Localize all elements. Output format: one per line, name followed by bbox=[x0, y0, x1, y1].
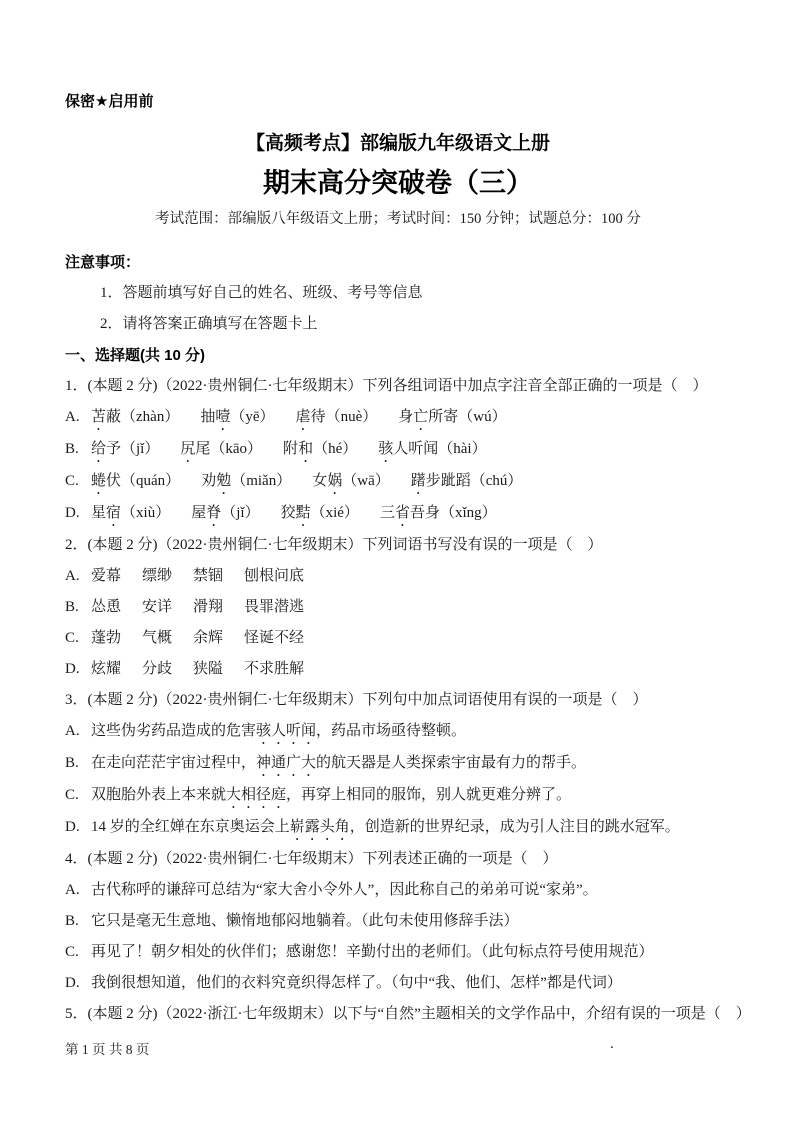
option-text: 骇 bbox=[378, 441, 394, 457]
option-text: 14 岁的全红婵在东京奥运会上 bbox=[91, 819, 290, 835]
option-label: B. bbox=[65, 913, 79, 929]
notice-heading: 注意事项： bbox=[65, 254, 141, 271]
option-text: （yē） bbox=[230, 409, 275, 425]
option-word bbox=[283, 441, 357, 457]
option-label: D. bbox=[65, 819, 80, 835]
question-stem: 3．(本题 2 分)（2022·贵州铜仁·七年级期末）下列句中加点词语使用有误的一项是（ ） bbox=[65, 692, 648, 708]
option-row bbox=[65, 498, 731, 530]
option-word bbox=[142, 568, 172, 584]
exam-title: 期末高分突破卷（三） bbox=[263, 168, 533, 198]
option-label: C. bbox=[65, 787, 79, 803]
option-text: 刨根问底 bbox=[244, 568, 305, 584]
option-text: 它只是毫无生意地、懒惰地郁闷地躺着。（此句未使用修辞手法） bbox=[91, 913, 519, 929]
option-row bbox=[65, 875, 731, 906]
option-text: ，再穿上相同的服饰，别人就更难分辨了。 bbox=[286, 787, 572, 803]
option-row bbox=[65, 402, 731, 434]
option-text: 双胞胎外表上本来就 bbox=[91, 787, 227, 803]
option-word bbox=[142, 630, 172, 646]
option-text: （miǎn） bbox=[231, 473, 292, 489]
option-text: 不求胜解 bbox=[244, 661, 305, 677]
option-text: 我倒很想知道，他们的衣料究竟织得怎样了。（句中“我、他们、怎样”都是代词） bbox=[91, 975, 622, 991]
option-row bbox=[65, 466, 731, 498]
question-stem: 1．(本题 2 分)（2022·贵州铜仁·七年级期末）下列各组词语中加点字注音全部正确的一项是（ ） bbox=[65, 378, 708, 394]
page-number: 第 1 页 共 8 页 bbox=[65, 1042, 150, 1057]
notice-items bbox=[65, 278, 731, 340]
option-text: 蓬勃 bbox=[91, 630, 122, 646]
option-text: 予（jǐ） bbox=[106, 441, 160, 457]
option-label: D. bbox=[65, 661, 80, 677]
option-text: 这些伪劣药品造成的危害 bbox=[91, 723, 257, 739]
option-text: ，创造新的世界纪录，成为引人注目的跳水冠军。 bbox=[349, 819, 680, 835]
option-text: （xiù） bbox=[121, 505, 171, 521]
option-word bbox=[244, 568, 304, 584]
option-word bbox=[312, 473, 390, 489]
option-label: C. bbox=[65, 473, 79, 489]
option-row bbox=[65, 906, 731, 937]
option-row bbox=[65, 623, 731, 654]
option-row bbox=[65, 592, 731, 623]
option-word bbox=[378, 441, 486, 457]
option-row bbox=[65, 748, 731, 780]
option-word bbox=[193, 661, 223, 677]
option-text: 附 bbox=[283, 441, 299, 457]
option-text: 大相径庭 bbox=[226, 787, 287, 803]
option-text: 缥缈 bbox=[142, 568, 173, 584]
option-text: 苫 bbox=[91, 409, 107, 425]
option-text: 人听闻（hài） bbox=[393, 441, 487, 457]
option-word bbox=[281, 505, 359, 521]
stray-mark: . bbox=[610, 1036, 614, 1052]
option-text: 步跐蹈（chú） bbox=[425, 473, 523, 489]
option-word bbox=[296, 409, 378, 425]
option-word bbox=[91, 723, 466, 739]
option-label: A. bbox=[65, 723, 80, 739]
option-text: 亡 bbox=[413, 409, 429, 425]
option-word bbox=[91, 661, 121, 677]
exam-body bbox=[65, 247, 751, 1030]
option-word bbox=[91, 913, 519, 929]
notice-item: 2．请将答案正确填写在答题卡上 bbox=[100, 316, 318, 332]
option-word bbox=[91, 882, 598, 898]
option-text: 狭隘 bbox=[193, 661, 224, 677]
option-text: 省 bbox=[394, 505, 410, 521]
option-word bbox=[244, 599, 304, 615]
option-word bbox=[91, 473, 180, 489]
option-text: 噎 bbox=[215, 409, 231, 425]
option-text: 的航天器是人类探索宇宙最有力的帮手。 bbox=[316, 755, 587, 771]
option-word bbox=[91, 599, 121, 615]
option-row bbox=[65, 937, 731, 968]
option-row bbox=[65, 434, 731, 466]
option-word bbox=[193, 630, 223, 646]
option-label: B. bbox=[65, 441, 79, 457]
option-word bbox=[380, 505, 497, 521]
option-word bbox=[244, 630, 304, 646]
question-stem: 5．(本题 2 分)（2022·浙江·七年级期末）以下与“自然”主题相关的文学作品中，介绍有误的一项是（ ） bbox=[65, 1006, 751, 1022]
option-text: 抽 bbox=[200, 409, 216, 425]
option-text: 女 bbox=[312, 473, 328, 489]
option-text: （hé） bbox=[313, 441, 358, 457]
option-text: 崭露头角 bbox=[289, 819, 350, 835]
question-stem: 4．(本题 2 分)（2022·贵州铜仁·七年级期末）下列表述正确的一项是（ ） bbox=[65, 851, 558, 867]
option-label: B. bbox=[65, 599, 79, 615]
option-text: 怪诞不经 bbox=[244, 630, 305, 646]
question-list bbox=[65, 371, 751, 1030]
option-row bbox=[65, 561, 731, 592]
option-label: D. bbox=[65, 505, 80, 521]
option-text: 禁锢 bbox=[193, 568, 224, 584]
option-text: 给 bbox=[91, 441, 107, 457]
option-text: 星 bbox=[91, 505, 107, 521]
option-text: 勉 bbox=[216, 473, 232, 489]
option-label: A. bbox=[65, 409, 80, 425]
option-text: 再见了！朝夕相处的伙伴们；感谢您！辛勤付出的老师们。（此句标点符号使用规范） bbox=[91, 944, 654, 960]
option-word bbox=[180, 441, 262, 457]
option-text: 蜷 bbox=[91, 473, 107, 489]
option-word bbox=[193, 599, 223, 615]
option-text: 畏罪潜逃 bbox=[244, 599, 305, 615]
exam-info: 考试范围：部编版八年级语文上册；考试时间：150 分钟；试题总分：100 分 bbox=[155, 211, 641, 227]
option-text: 安详 bbox=[142, 599, 173, 615]
option-text: 古代称呼的谦辞可总结为“家大舍小令外人”，因此称自己的弟弟可说“家弟”。 bbox=[91, 882, 598, 898]
option-label: A. bbox=[65, 568, 80, 584]
option-text: 所寄（wú） bbox=[428, 409, 507, 425]
option-label: C. bbox=[65, 630, 79, 646]
option-word bbox=[398, 409, 506, 425]
option-text: 屋 bbox=[191, 505, 207, 521]
option-text: 伏（quán） bbox=[106, 473, 181, 489]
secrecy-label: 保密★启用前 bbox=[65, 93, 154, 110]
option-text: 和 bbox=[298, 441, 314, 457]
option-word bbox=[91, 944, 654, 960]
option-word bbox=[191, 505, 259, 521]
option-label: A. bbox=[65, 882, 80, 898]
option-text: 蔽（zhàn） bbox=[106, 409, 180, 425]
option-row bbox=[65, 716, 731, 748]
option-text: 在走向茫茫宇宙过程中， bbox=[91, 755, 257, 771]
notice-item: 1．答题前填写好自己的姓名、班级、考号等信息 bbox=[100, 285, 423, 301]
page-footer bbox=[65, 1038, 149, 1058]
option-text: （wā） bbox=[342, 473, 390, 489]
option-word bbox=[91, 505, 170, 521]
option-row bbox=[65, 654, 731, 685]
option-word bbox=[91, 630, 121, 646]
option-word bbox=[411, 473, 523, 489]
option-row bbox=[65, 968, 731, 999]
option-text: 虐 bbox=[295, 409, 311, 425]
option-text: 身 bbox=[398, 409, 414, 425]
option-text: 气概 bbox=[142, 630, 173, 646]
option-text: 神通广大 bbox=[256, 755, 317, 771]
option-text: 余辉 bbox=[193, 630, 224, 646]
option-text: 吾身（xǐng） bbox=[409, 505, 497, 521]
option-text: 骇人听闻 bbox=[256, 723, 317, 739]
option-text: （jǐ） bbox=[221, 505, 260, 521]
option-text: ，药品市场亟待整顿。 bbox=[316, 723, 467, 739]
option-text: 滑翔 bbox=[193, 599, 224, 615]
section-heading: 一、选择题(共 10 分) bbox=[65, 347, 206, 364]
option-word bbox=[91, 819, 680, 835]
option-text: 黠 bbox=[295, 505, 311, 521]
option-text: 娲 bbox=[327, 473, 343, 489]
option-text: 怂恿 bbox=[91, 599, 122, 615]
option-label: D. bbox=[65, 975, 80, 991]
option-text: 宿 bbox=[106, 505, 122, 521]
option-word bbox=[201, 473, 291, 489]
option-word bbox=[91, 441, 159, 457]
option-text: 尾（kāo） bbox=[195, 441, 263, 457]
option-word bbox=[91, 755, 586, 771]
option-text: 三 bbox=[379, 505, 395, 521]
option-text: 脊 bbox=[206, 505, 222, 521]
option-text: （xié） bbox=[310, 505, 359, 521]
question-stem: 2．(本题 2 分)（2022·贵州铜仁·七年级期末）下列词语书写没有误的一项是（ ） bbox=[65, 537, 603, 553]
option-label: B. bbox=[65, 755, 79, 771]
option-word bbox=[91, 409, 179, 425]
option-word bbox=[91, 975, 622, 991]
option-text: 分歧 bbox=[142, 661, 173, 677]
option-text: 劝 bbox=[201, 473, 217, 489]
option-word bbox=[142, 599, 172, 615]
option-row bbox=[65, 780, 731, 812]
option-word bbox=[200, 409, 274, 425]
option-text: 尻 bbox=[180, 441, 196, 457]
option-word bbox=[193, 568, 223, 584]
option-text: 炫耀 bbox=[91, 661, 122, 677]
option-row bbox=[65, 812, 731, 844]
option-text: 躇 bbox=[410, 473, 426, 489]
option-word bbox=[244, 661, 304, 677]
option-word bbox=[91, 787, 571, 803]
option-word bbox=[91, 568, 121, 584]
option-label: C. bbox=[65, 944, 79, 960]
option-text: 爱幕 bbox=[91, 568, 122, 584]
option-word bbox=[142, 661, 172, 677]
option-text: 待（nuè） bbox=[310, 409, 378, 425]
series-title: 【高频考点】部编版九年级语文上册 bbox=[245, 133, 550, 154]
option-text: 狡 bbox=[280, 505, 296, 521]
